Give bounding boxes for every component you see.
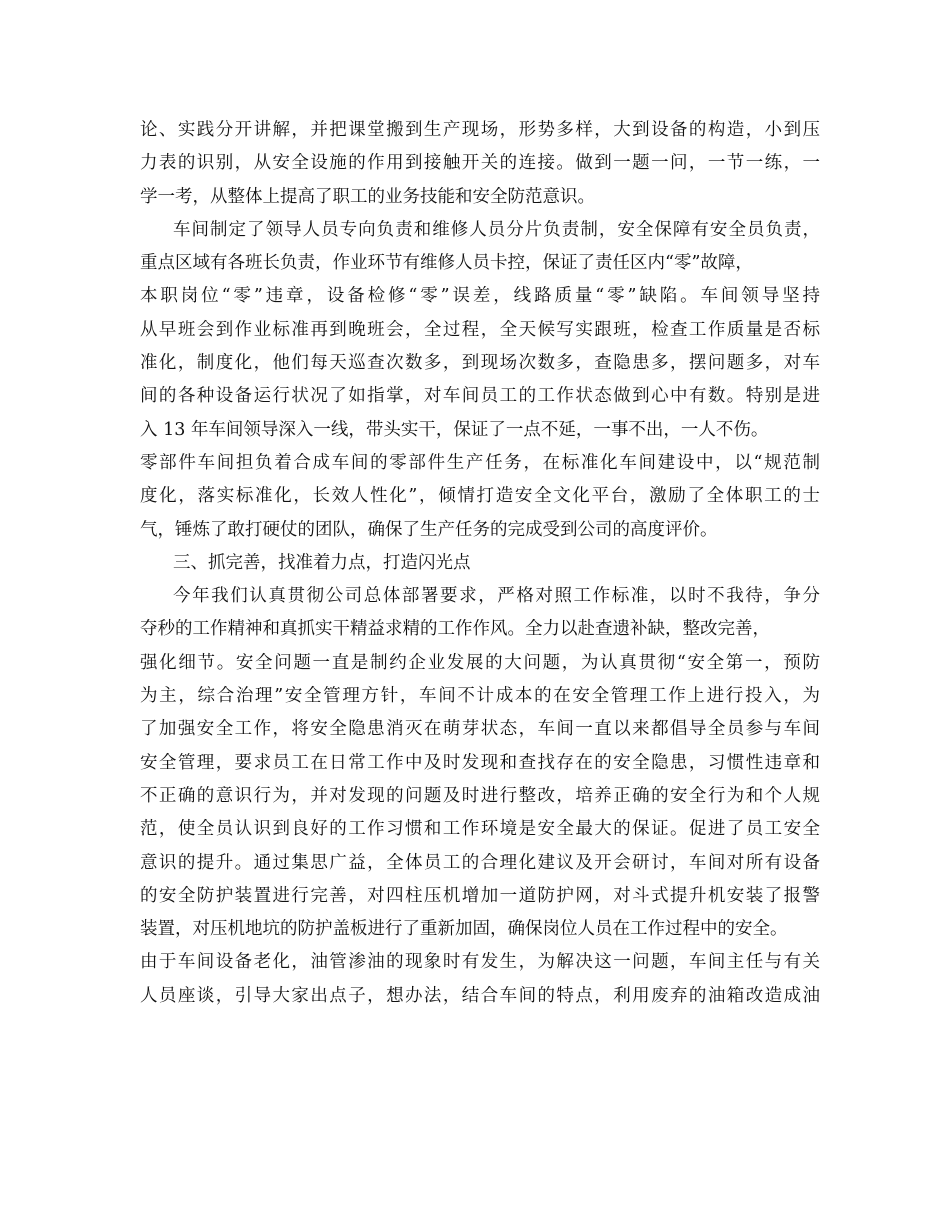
text-line: 本职岗位“零”违章，设备检修“零”误差，线路质量“零”缺陷。车间领导坚持 [140, 286, 820, 307]
text-line: 学一考，从整体上提高了职工的业务技能和安全防范意识。 [140, 186, 595, 207]
text-line: 了加强安全工作，将安全隐患消灭在萌芽状态，车间一直以来都倡导全员参与车间 [140, 719, 820, 740]
text-line: 重点区域有各班长负责，作业环节有维修人员卡控，保证了责任区内“零”故障， [140, 253, 753, 274]
text-line: 从早班会到作业标准再到晚班会，全过程，全天候写实跟班，检查工作质量是否标 [140, 319, 820, 340]
text-line: 安全管理，要求员工在日常工作中及时发现和查找存在的安全隐患，习惯性违章和 [140, 752, 820, 773]
text-line: 零部件车间担负着合成车间的零部件生产任务，在标准化车间建设中，以“规范制 [140, 452, 820, 473]
text-line: 人员座谈，引导大家出点子，想办法，结合车间的特点，利用废弃的油箱改造成油 [140, 985, 820, 1006]
text-line: 强化细节。安全问题一直是制约企业发展的大问题，为认真贯彻“安全第一，预防 [140, 652, 820, 673]
text-line: 装置，对压机地坑的防护盖板进行了重新加固，确保岗位人员在工作过程中的安全。 [140, 919, 788, 940]
text-line: 意识的提升。通过集思广益，全体员工的合理化建议及开会研讨，车间对所有设备 [140, 852, 820, 873]
text-line: 论、实践分开讲解，并把课堂搬到生产现场，形势多样，大到设备的构造，小到压 [140, 120, 820, 140]
body-text [140, 114, 820, 1013]
paragraph-start-line: 今年我们认真贯彻公司总体部署要求，严格对照工作标准，以时不我待，争分 [173, 586, 820, 607]
text-line: 准化，制度化，他们每天巡查次数多，到现场次数多，查隐患多，摆问题多，对车 [140, 353, 820, 374]
text-line: 度化，落实标准化，长效人性化”，倾情打造安全文化平台，激励了全体职工的士 [140, 486, 820, 507]
text-line: 为主，综合治理”安全管理方针，车间不计成本的在安全管理工作上进行投入，为 [140, 686, 820, 707]
text-line: 夺秒的工作精神和真抓实干精益求精的工作作风。全力以赴查遗补缺，整改完善， [140, 619, 770, 640]
paragraph-start-line: 车间制定了领导人员专向负责和维修人员分片负责制，安全保障有安全员负责， [173, 219, 820, 240]
text-line: 间的各种设备运行状况了如指掌，对车间员工的工作状态做到心中有数。特别是进 [140, 386, 820, 407]
text-line: 不正确的意识行为，并对发现的问题及时进行整改，培养正确的安全行为和个人规 [140, 785, 820, 806]
section-heading: 三、抓完善，找准着力点，打造闪光点 [173, 552, 471, 573]
text-line: 气，锤炼了敢打硬仗的团队，确保了生产任务的完成受到公司的高度评价。 [140, 519, 718, 540]
text-line: 力表的识别，从安全设施的作用到接触开关的连接。做到一题一问，一节一练，一 [140, 153, 820, 174]
text-line: 范，使全员认识到良好的工作习惯和工作环境是安全最大的保证。促进了员工安全 [140, 819, 820, 840]
text-line: 的安全防护装置进行完善，对四柱压机增加一道防护网，对斗式提升机安装了报警 [140, 885, 820, 906]
text-line: 由于车间设备老化，油管渗油的现象时有发生，为解决这一问题，车间主任与有关 [140, 952, 820, 973]
text-line: 入 13 年车间领导深入一线，带头实干，保证了一点不延，一事不出，一人不伤。 [140, 419, 769, 440]
